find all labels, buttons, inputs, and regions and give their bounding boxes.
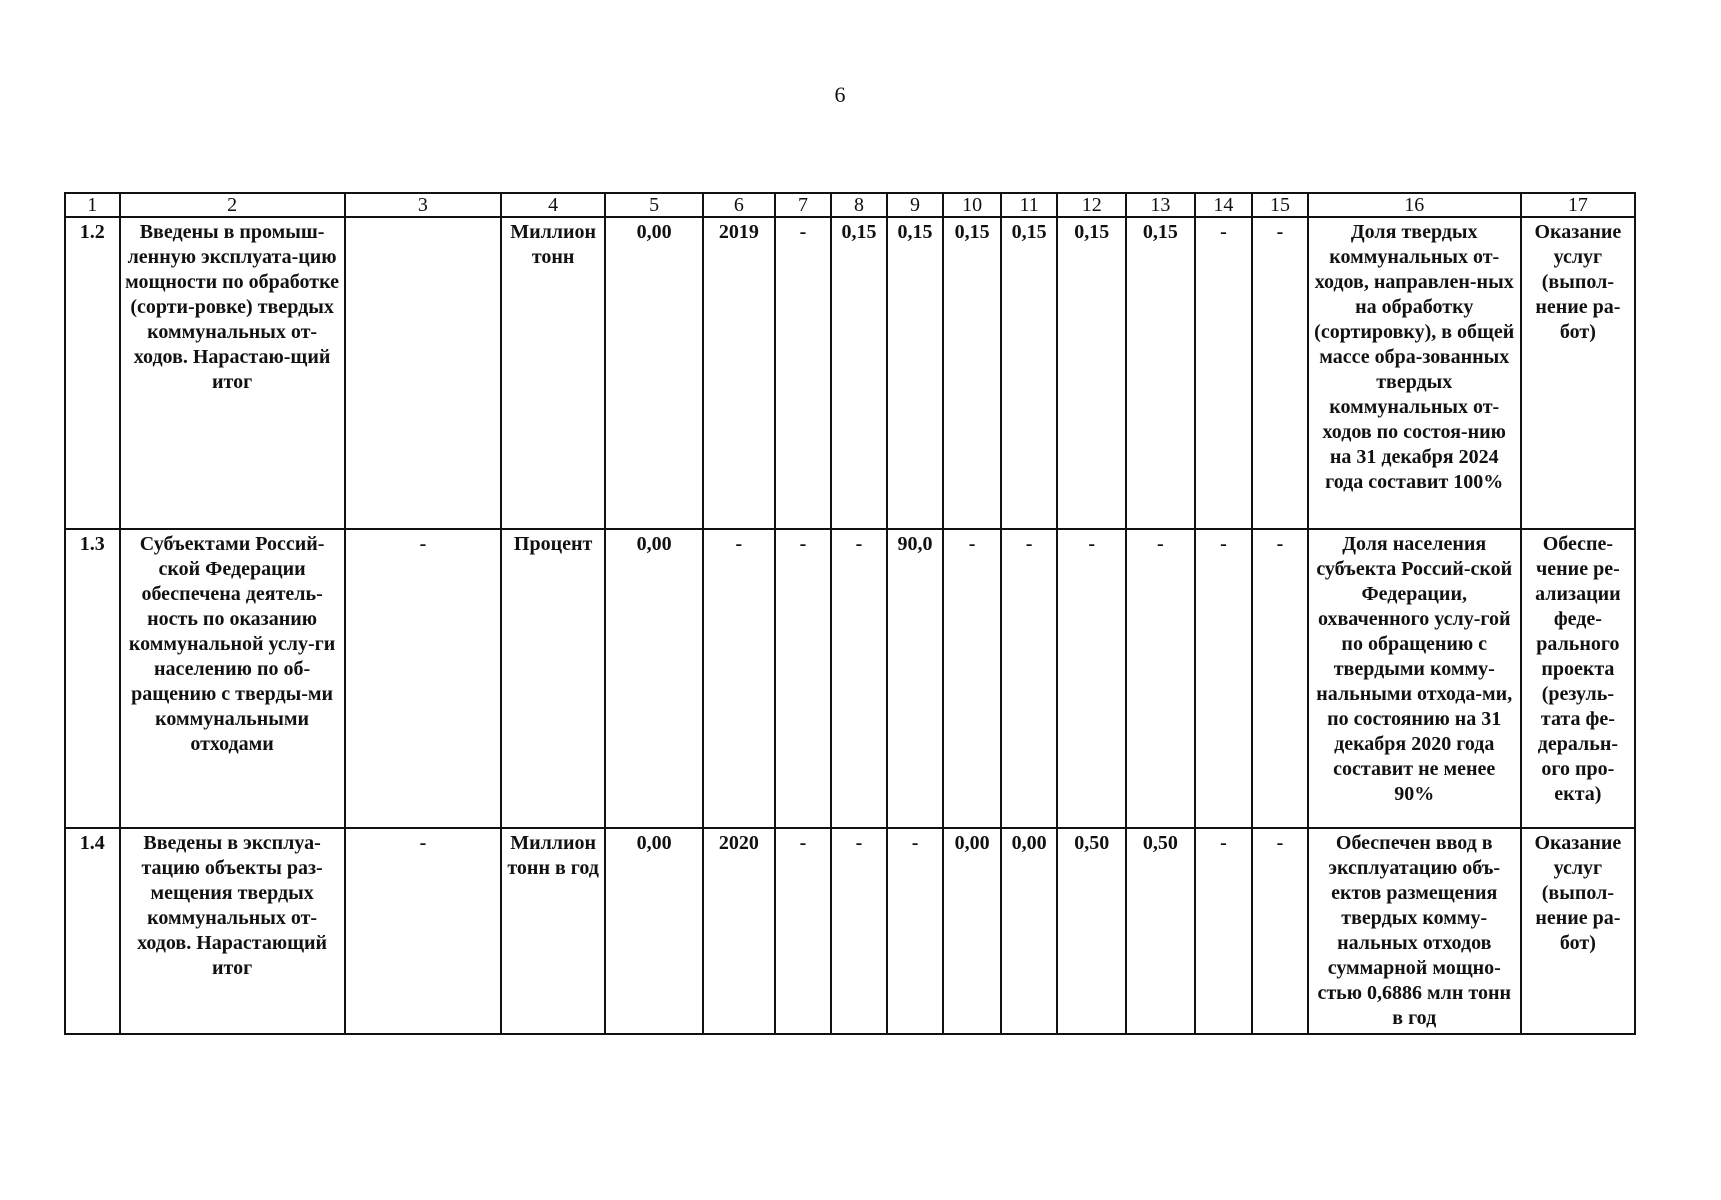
table-cell: 0,15	[1001, 217, 1058, 529]
table-cell: -	[1195, 828, 1253, 1034]
unit-cell: Миллион тонн	[501, 217, 605, 529]
description-cell: Доля населения субъекта Россий-ской Федерации, охваченного услу-гой по обращению с твердыми комму-нальными отхода-ми, по состоянию на 31 декабря 2020 года составит не менее 90%	[1308, 529, 1521, 828]
description-cell: Обеспечен ввод в эксплуатацию объ-ектов размещения твердых комму-нальных отходов суммарной мощно-стью 0,6886 млн тонн в год	[1308, 828, 1521, 1034]
table-cell: -	[1195, 217, 1253, 529]
result-name: Субъектами Россий-ской Федерации обеспечена деятель-ность по оказанию коммунальной услу-ги населению по об-ращению с тверды-ми коммунальными отходами	[120, 529, 345, 828]
table-cell: 0,00	[1001, 828, 1058, 1034]
table-cell: 0,00	[943, 828, 1001, 1034]
table-cell: -	[1252, 529, 1308, 828]
table-row	[65, 529, 1635, 828]
table-cell: -	[345, 828, 501, 1034]
header-row	[65, 193, 1635, 217]
col-header: 7	[775, 193, 832, 217]
table-cell: -	[345, 529, 501, 828]
col-header: 17	[1521, 193, 1635, 217]
row-number: 1.3	[65, 529, 120, 828]
table-cell: -	[1057, 529, 1126, 828]
unit-cell: Процент	[501, 529, 605, 828]
table-row	[65, 828, 1635, 1034]
results-table	[64, 192, 1636, 1035]
col-header: 2	[120, 193, 345, 217]
table-cell: -	[943, 529, 1001, 828]
row-number: 1.2	[65, 217, 120, 529]
table-cell: -	[703, 529, 775, 828]
result-name: Введены в эксплуа-тацию объекты раз-мещения твердых коммунальных от-ходов. Нарастающий итог	[120, 828, 345, 1034]
table-cell: -	[887, 828, 944, 1034]
type-cell: Оказание услуг (выпол-нение ра-бот)	[1521, 217, 1635, 529]
col-header: 10	[943, 193, 1001, 217]
table-cell: 0,00	[605, 217, 703, 529]
table-cell: -	[1252, 828, 1308, 1034]
col-header: 16	[1308, 193, 1521, 217]
unit-cell: Миллион тонн в год	[501, 828, 605, 1034]
page-number: 6	[834, 82, 846, 107]
col-header: 12	[1057, 193, 1126, 217]
col-header: 6	[703, 193, 775, 217]
table-cell: -	[775, 529, 832, 828]
type-cell: Обеспе-чение ре-ализации феде-рального проекта (резуль-тата фе-деральн-ого про-екта)	[1521, 529, 1635, 828]
description-cell: Доля твердых коммунальных от-ходов, направлен-ных на обработку (сортировку), в общей массе обра-зованных твердых коммунальных от-ходов по состоя-нию на 31 декабря 2024 года составит 100%	[1308, 217, 1521, 529]
col-header: 4	[501, 193, 605, 217]
col-header: 1	[65, 193, 120, 217]
table-cell	[345, 217, 501, 529]
table-cell: 90,0	[887, 529, 944, 828]
col-header: 8	[831, 193, 887, 217]
col-header: 13	[1126, 193, 1195, 217]
table-cell: 0,15	[887, 217, 944, 529]
col-header: 14	[1195, 193, 1253, 217]
col-header: 15	[1252, 193, 1308, 217]
type-cell: Оказание услуг (выпол-нение ра-бот)	[1521, 828, 1635, 1034]
table-cell: 0,15	[943, 217, 1001, 529]
table-cell: 0,00	[605, 828, 703, 1034]
result-name: Введены в промыш-ленную эксплуата-цию мощности по обработке (сорти-ровке) твердых коммунальных от-ходов. Нарастаю-щий итог	[120, 217, 345, 529]
table-cell: 2019	[703, 217, 775, 529]
table-cell: -	[1195, 529, 1253, 828]
table-cell: 0,50	[1057, 828, 1126, 1034]
col-header: 11	[1001, 193, 1058, 217]
col-header: 9	[887, 193, 944, 217]
table-cell: -	[831, 529, 887, 828]
table-cell: -	[1126, 529, 1195, 828]
table-row	[65, 217, 1635, 529]
table-cell: -	[1252, 217, 1308, 529]
table-cell: -	[775, 217, 832, 529]
table-cell: 2020	[703, 828, 775, 1034]
table-cell: 0,15	[1126, 217, 1195, 529]
table-cell: 0,15	[1057, 217, 1126, 529]
table-cell: 0,15	[831, 217, 887, 529]
table-cell: 0,50	[1126, 828, 1195, 1034]
row-number: 1.4	[65, 828, 120, 1034]
table-cell: -	[831, 828, 887, 1034]
col-header: 5	[605, 193, 703, 217]
col-header: 3	[345, 193, 501, 217]
table-cell: -	[775, 828, 832, 1034]
table-cell: 0,00	[605, 529, 703, 828]
table-cell: -	[1001, 529, 1058, 828]
